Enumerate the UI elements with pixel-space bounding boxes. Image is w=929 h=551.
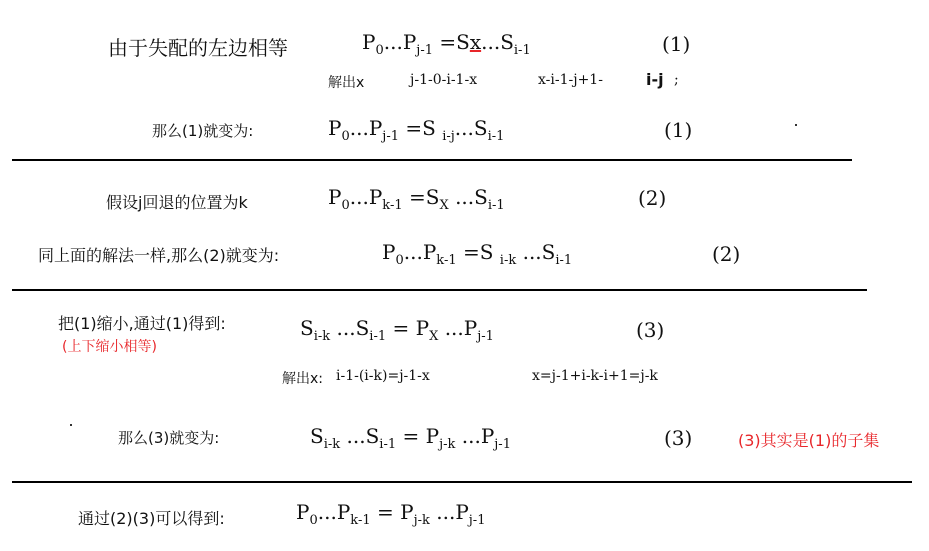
same-method-label: 同上面的解法一样,那么(2)就变为:: [38, 246, 280, 265]
solve-expr-1a: j-1-0-i-1-x: [410, 72, 478, 88]
section2-equation-2: $P_0...P_{k-1} =S$ $_{i-k}$ $...S_{i-1}$: [382, 240, 573, 268]
x-variable: x: [469, 30, 482, 54]
equation-number-2: (2): [638, 186, 667, 210]
stray-dot-2: [70, 424, 72, 426]
equation-number-3b: (3): [664, 426, 693, 450]
solve-expr-3b: x=j-1+i-k-i+1=j-k: [532, 368, 658, 384]
section1-equation: $P_0...P_{j-1} =Sx...S_{i-1}$: [362, 30, 531, 58]
section3-lead: 把(1)缩小,通过(1)得到:: [58, 314, 226, 333]
solve-label-1: 解出x: [328, 75, 365, 91]
divider-1: [12, 159, 852, 161]
equation-number-2b: (2): [712, 242, 741, 266]
solve-expr-1b: x-i-1-j+1-: [538, 72, 603, 88]
solve-result-1: i-j: [646, 70, 664, 89]
section1-lead: 由于失配的左边相等: [108, 36, 288, 60]
equation-number-1b: (1): [664, 118, 693, 142]
solve-end-1: ;: [674, 72, 679, 88]
then-label-1: 那么(1)就变为:: [152, 122, 254, 140]
solve-label-3: 解出x:: [282, 371, 324, 387]
then-label-3: 那么(3)就变为:: [118, 429, 220, 447]
section3-equation-2: $S_{i-k}$ $...S_{i-1} = P_{j-k}$ $...P_{j-1}$: [310, 424, 511, 452]
equation-number-1: (1): [662, 32, 691, 56]
section3-equation: $S_{i-k}$ $...S_{i-1} = P_X$ $...P_{j-1}$: [300, 316, 494, 344]
section1-equation-2: $P_0...P_{j-1} =S$ $_{i-j}...S_{i-1}$: [328, 116, 505, 144]
section2-equation: $P_0...P_{k-1} =S_X$ $...S_{i-1}$: [328, 185, 505, 213]
subset-note: (3)其实是(1)的子集: [738, 431, 880, 450]
section4-lead: 通过(2)(3)可以得到:: [78, 509, 225, 528]
stray-dot: [795, 124, 797, 126]
divider-2: [12, 289, 867, 291]
section4-equation: $P_0...P_{k-1} = P_{j-k}$ $...P_{j-1}$: [296, 500, 486, 528]
solve-expr-3a: i-1-(i-k)=j-1-x: [336, 368, 430, 384]
equation-number-3: (3): [636, 318, 665, 342]
divider-3: [12, 481, 912, 483]
section2-lead: 假设j回退的位置为k: [106, 193, 248, 212]
shrink-note: (上下缩小相等): [62, 339, 157, 355]
